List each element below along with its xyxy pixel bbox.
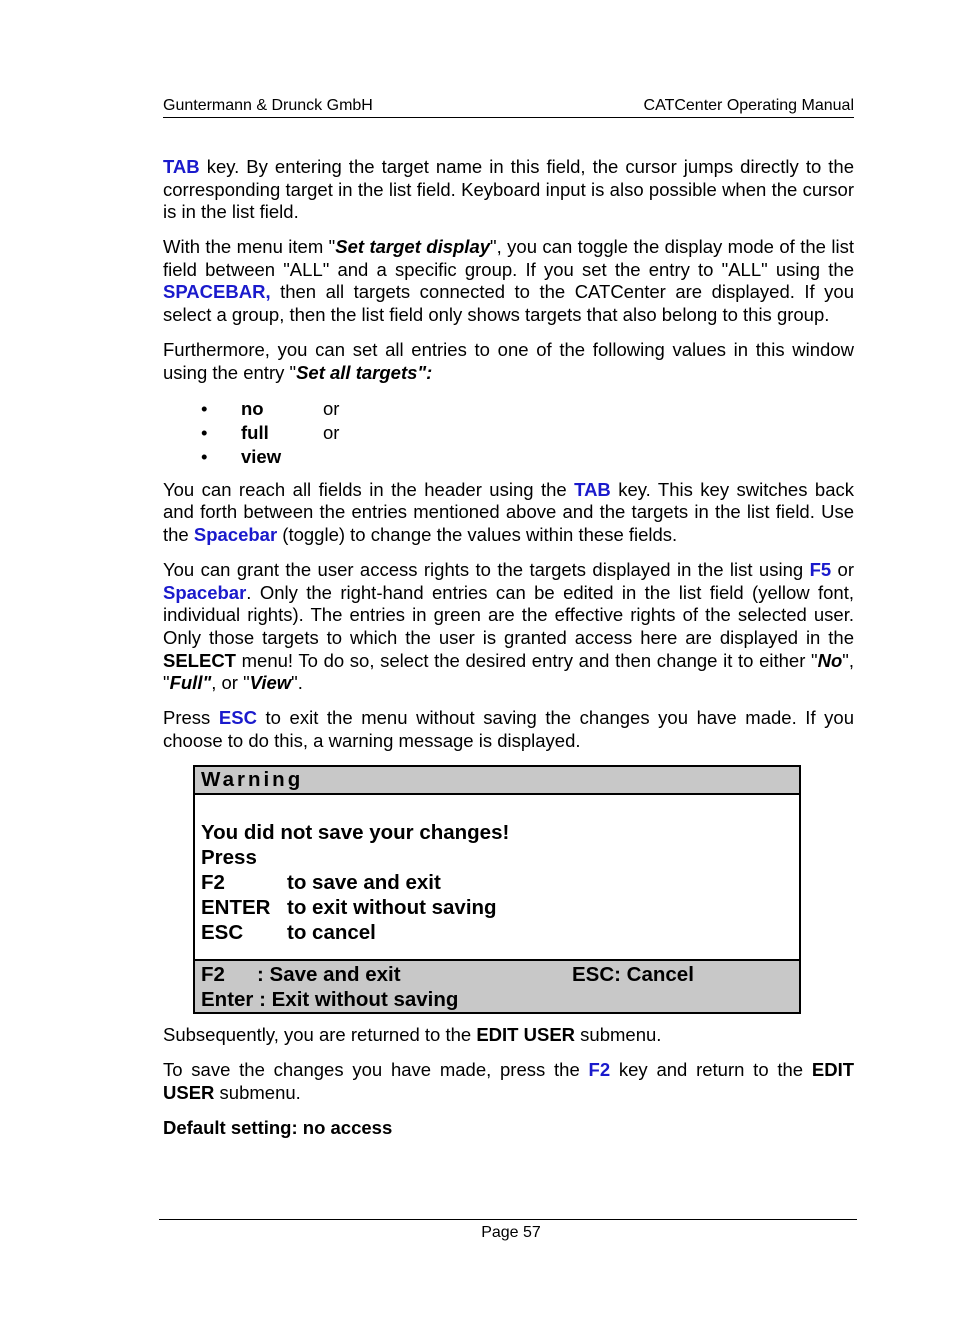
warning-body <box>195 795 799 959</box>
bullet-icon: • <box>201 421 208 443</box>
footer-esc: ESC: Cancel <box>572 962 694 986</box>
key-spacebar: SPACEBAR, <box>163 281 271 303</box>
key-tab: TAB <box>163 156 200 177</box>
key-tab: TAB <box>574 478 611 500</box>
warning-footer <box>195 959 799 1012</box>
warning-row: ESC to cancel <box>201 920 376 944</box>
menu-item-set-all-targets: Set all targets": <box>296 361 433 383</box>
key-spacebar: Spacebar <box>163 581 247 603</box>
warning-message: You did not save your changes! <box>201 820 510 844</box>
key-esc: ESC <box>218 707 257 729</box>
menu-select: SELECT <box>163 649 236 671</box>
menu-item-set-target-display: Set target display <box>335 236 491 258</box>
warning-title: Warning <box>195 767 799 795</box>
paragraph-save: To save the changes you have made, press the F2 key and return to the EDIT USER submenu. <box>163 1058 855 1103</box>
list-item: • view <box>201 445 282 467</box>
page-header <box>163 97 854 118</box>
warning-press: Press <box>201 845 257 869</box>
footer-f2-text: : Save and exit <box>257 962 401 986</box>
bullet-icon: • <box>201 445 208 467</box>
key-f2: F2 <box>588 1058 611 1080</box>
paragraph-tab-key: TAB key. By entering the target name in this field, the cursor jumps directly to the corresponding target in the list field. Keyboard input is also possible when the cursor is in the list field. <box>163 156 854 223</box>
footer-divider <box>159 1219 857 1220</box>
bullet-icon: • <box>201 397 208 419</box>
page-content <box>163 156 854 1152</box>
paragraph-set-all-targets: Furthermore, you can set all entries to one of the following values in this window using the entry "Set all targets": <box>163 339 854 383</box>
warning-dialog <box>193 765 801 1014</box>
footer-enter: Enter : Exit without saving <box>201 987 459 1011</box>
paragraph-returned: Subsequently, you are returned to the EDIT USER submenu. <box>163 1023 662 1045</box>
warning-row: F2 to save and exit <box>201 870 441 894</box>
page-number: Page 57 <box>481 1224 541 1241</box>
key-spacebar: Spacebar <box>193 524 278 546</box>
key-f5: F5 <box>809 559 832 581</box>
menu-edit-user: EDIT USER <box>163 1058 855 1103</box>
list-item: • no or <box>201 397 340 419</box>
menu-edit-user: EDIT USER <box>476 1023 576 1045</box>
default-setting: Default setting: no access <box>163 1116 393 1138</box>
header-company: Guntermann & Drunck GmbH <box>163 97 373 114</box>
list-item: • full or <box>201 421 340 443</box>
paragraph-set-target-display: With the menu item "Set target display", you can toggle the display mode of the list field between "ALL" and a specific group. If you set the entry to "ALL" using the SPACEBAR, then all targets connected to the CATCenter are displayed. If you select a group, then the list field only shows targets that also belong to this group. <box>163 236 854 326</box>
paragraph-header-fields: You can reach all fields in the header using the TAB key. This key switches back and forth between the entries mentioned above and the targets in the list field. Use the Spacebar (toggle) to change the values within these fields. <box>163 478 854 546</box>
paragraph-access-rights: You can grant the user access rights to the targets displayed in the list using F5 or Spacebar. Only the right-hand entries can be edited in the list field (yellow font, individual rights). The entries in green are the effective rights of the selected user. Only those targets to which the user is granted access here are displayed in the SELECT menu! To do so, select the desired entry and then change it to either "No", "Full", or "View". <box>163 559 855 694</box>
header-manual-title: CATCenter Operating Manual <box>643 97 854 114</box>
warning-row: ENTER to exit without saving <box>201 895 497 919</box>
options-list <box>163 397 854 469</box>
paragraph-esc: Press ESC to exit the menu without saving the changes you have made. If you choose to do this, a warning message is displayed. <box>163 707 854 751</box>
footer-f2-key: F2 <box>201 962 225 986</box>
